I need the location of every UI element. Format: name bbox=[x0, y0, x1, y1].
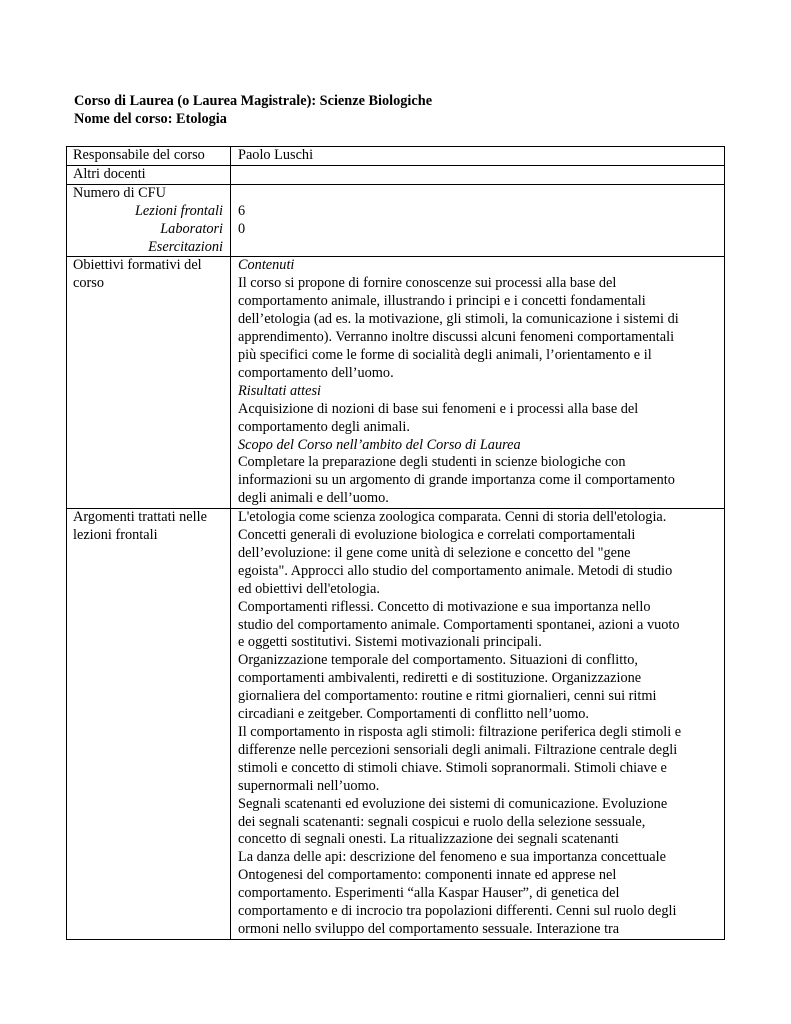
argomenti-line: comportamento. Esperimenti “alla Kaspar Hauser”, di genetica del bbox=[238, 885, 620, 902]
argomenti-line: ed obiettivi dell'etologia. bbox=[238, 580, 380, 597]
table-row-altri-docenti bbox=[67, 165, 725, 184]
argomenti-line: egoista". Approcci allo studio del comportamento animale. Metodi di studio bbox=[238, 562, 673, 579]
esercitazioni-value bbox=[238, 239, 722, 257]
argomenti-line: Il comportamento in risposta agli stimoli: filtrazione periferica degli stimoli e bbox=[238, 724, 682, 740]
risultati-line: comportamento degli animali. bbox=[238, 418, 410, 435]
argomenti-line: Comportamenti riflessi. Concetto di motivazione e sua importanza nello bbox=[238, 598, 651, 615]
altri-docenti-label: Altri docenti bbox=[67, 165, 231, 184]
argomenti-line: Ontogenesi del comportamento: componenti innate ed apprese nel bbox=[238, 867, 617, 884]
contenuti-line: dell’etologia (ad es. la motivazione, gli stimoli, la comunicazione i sistemi di bbox=[238, 311, 679, 328]
argomenti-line: La danza delle api: descrizione del fenomeno e sua importanza concettuale bbox=[238, 849, 666, 866]
argomenti-line: Segnali scatenanti ed evoluzione dei sistemi di comunicazione. Evoluzione bbox=[238, 795, 668, 812]
argomenti-line: studio del comportamento animale. Comportamenti spontanei, azioni a vuoto bbox=[238, 616, 680, 633]
contenuti-title: Contenuti bbox=[238, 257, 295, 274]
laboratori-value: 0 bbox=[238, 220, 246, 237]
argomenti-label-line: Argomenti trattati nelle bbox=[73, 509, 207, 526]
altri-docenti-value bbox=[231, 165, 725, 184]
argomenti-line: stimoli e concetto di stimoli chiave. Stimoli sopranormali. Stimoli chiave e bbox=[238, 759, 667, 776]
table-row-responsabile bbox=[67, 147, 725, 166]
responsabile-label: Responsabile del corso bbox=[67, 147, 231, 166]
argomenti-line: concetto di segnali onesti. La ritualizzazione dei segnali scatenanti bbox=[238, 831, 619, 848]
contenuti-line: comportamento animale, illustrando i principi e i concetti fondamentali bbox=[238, 293, 646, 310]
esercitazioni-label: Esercitazioni bbox=[148, 238, 223, 255]
degree-course-title: Corso di Laurea (o Laurea Magistrale): Scienze Biologiche bbox=[74, 93, 433, 109]
course-info-table bbox=[66, 146, 725, 940]
argomenti-label-line: lezioni frontali bbox=[73, 527, 158, 544]
responsabile-value: Paolo Luschi bbox=[231, 147, 725, 166]
scopo-line: informazioni su un argomento di grande importanza come il comportamento bbox=[238, 472, 675, 489]
argomenti-line: giornaliera del comportamento: routine e ritmi giornalieri, cenni sui ritmi bbox=[238, 688, 657, 705]
argomenti-line: supernormali nell’uomo. bbox=[238, 777, 380, 794]
argomenti-line: differenze nelle percezioni sensoriali degli animali. Filtrazione centrale degli bbox=[238, 741, 678, 758]
contenuti-line: Il corso si propone di fornire conoscenze sui processi alla base del bbox=[238, 275, 617, 292]
document-heading bbox=[74, 93, 432, 128]
scopo-title: Scopo del Corso nell’ambito del Corso di Laurea bbox=[238, 436, 521, 453]
scopo-line: Completare la preparazione degli studenti in scienze biologiche con bbox=[238, 454, 626, 471]
argomenti-line: Organizzazione temporale del comportamento. Situazioni di conflitto, bbox=[238, 652, 638, 669]
table-row-obiettivi bbox=[67, 257, 725, 509]
table-row-cfu bbox=[67, 184, 725, 257]
cfu-label: Numero di CFU bbox=[73, 184, 166, 201]
cfu-label-cell bbox=[67, 184, 231, 257]
scopo-line: degli animali e dell’uomo. bbox=[238, 490, 389, 507]
obiettivi-label-line: corso bbox=[73, 275, 104, 292]
obiettivi-label-line: Obiettivi formativi del bbox=[73, 257, 202, 274]
risultati-title: Risultati attesi bbox=[238, 382, 322, 399]
cfu-value-cell bbox=[231, 184, 725, 257]
argomenti-line: Concetti generali di evoluzione biologica e correlati comportamentali bbox=[238, 527, 636, 544]
argomenti-line: e oggetti sostitutivi. Sistemi motivazionali principali. bbox=[238, 634, 542, 651]
contenuti-line: comportamento dell’uomo. bbox=[238, 364, 394, 381]
argomenti-line: L'etologia come scienza zoologica comparata. Cenni di storia dell'etologia. bbox=[238, 509, 667, 526]
obiettivi-content bbox=[231, 257, 725, 509]
argomenti-line: comportamento e di incrocio tra popolazioni differenti. Cenni sul ruolo degli bbox=[238, 903, 677, 920]
argomenti-label bbox=[67, 509, 231, 940]
argomenti-content bbox=[231, 509, 725, 940]
obiettivi-label bbox=[67, 257, 231, 509]
lezioni-frontali-value: 6 bbox=[238, 202, 246, 219]
argomenti-line: ormoni nello sviluppo del comportamento sessuale. Interazione tra bbox=[238, 920, 620, 937]
contenuti-line: apprendimento). Verranno inoltre discussi alcuni fenomeni comportamentali bbox=[238, 329, 675, 346]
lezioni-frontali-label: Lezioni frontali bbox=[134, 202, 223, 219]
argomenti-line: dell’evoluzione: il gene come unità di selezione e concetto del "gene bbox=[238, 544, 631, 561]
laboratori-label: Laboratori bbox=[160, 220, 223, 237]
table-row-argomenti bbox=[67, 509, 725, 940]
cfu-spacer bbox=[238, 185, 722, 203]
contenuti-line: più specifici come le forme di socialità degli animali, l’orientamento e il bbox=[238, 346, 652, 363]
risultati-line: Acquisizione di nozioni di base sui fenomeni e i processi alla base del bbox=[238, 400, 639, 417]
argomenti-line: circadiani e zeitgeber. Comportamenti di conflitto nell’uomo. bbox=[238, 706, 589, 723]
argomenti-line: dei segnali scatenanti: segnali cospicui e ruolo della selezione sessuale, bbox=[238, 813, 646, 830]
course-name-title: Nome del corso: Etologia bbox=[74, 110, 227, 127]
argomenti-line: comportamenti ambivalenti, rediretti e di sostituzione. Organizzazione bbox=[238, 670, 642, 687]
